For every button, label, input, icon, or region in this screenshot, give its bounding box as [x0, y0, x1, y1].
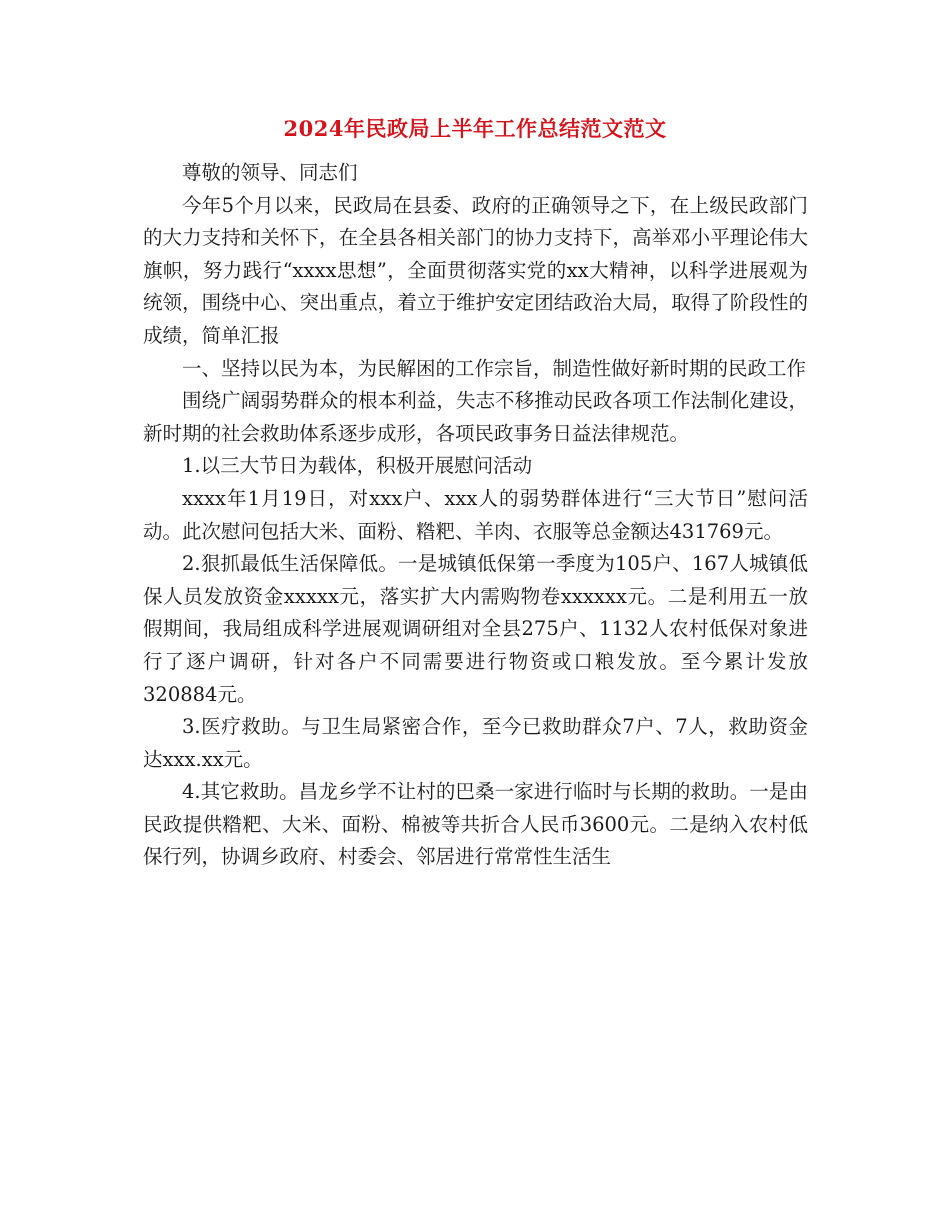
item-4-paragraph: 4.其它救助。昌龙乡学不让村的巴桑一家进行临时与长期的救助。一是由民政提供糌粑、大米、面粉、棉被等共折合人民币3600元。二是纳入农村低保行列，协调乡政府、村委会、邻居进行常常性生活生 [143, 780, 808, 869]
body-paragraph: 围绕广阔弱势群众的根本利益，失志不移推动民政各项工作法制化建设，新时期的社会救助体系逐步成形，各项民政事务日益法律规范。 [143, 389, 808, 445]
body-paragraph: xxxx年1月19日，对xxx户、xxx人的弱势群体进行“三大节日”慰问活动。此次慰问包括大米、面粉、糌粑、羊肉、衣服等总金额达431769元。 [143, 486, 808, 543]
document-body [143, 157, 808, 874]
salutation-paragraph: 尊敬的领导、同志们 [182, 161, 358, 184]
subheading-1: 1.以三大节日为载体，积极开展慰问活动 [182, 454, 533, 478]
document-title: 2024年民政局上半年工作总结范文范文 [283, 116, 667, 141]
section-heading-1: 一、坚持以民为本，为民解困的工作宗旨，制造性做好新时期的民政工作 [182, 356, 807, 380]
item-2-paragraph: 2.狠抓最低生活保障低。一是城镇低保第一季度为105户、167人城镇低保人员发放资金xxxxx元，落实扩大内需购物卷xxxxxx元。二是利用五一放假期间，我局组成科学进展观调研组对全县275户、1132人农村低保对象进行了逐户调研，针对各户不同需要进行物资或口粮发放。至今累计发放320884元。 [143, 552, 808, 706]
intro-paragraph: 今年5个月以来，民政局在县委、政府的正确领导之下，在上级民政部门的大力支持和关怀下，在全县各相关部门的协力支持下，高举邓小平理论伟大旗帜，努力践行“xxxx思想”，全面贯彻落实党的xx大精神，以科学进展观为统领，围绕中心、突出重点，着立于维护安定团结政治大局，取得了阶段性的成绩，简单汇报 [143, 193, 808, 347]
item-3-paragraph: 3.医疗救助。与卫生局紧密合作，至今已救助群众7户、7人，救助资金达xxx.xx元。 [143, 715, 808, 771]
